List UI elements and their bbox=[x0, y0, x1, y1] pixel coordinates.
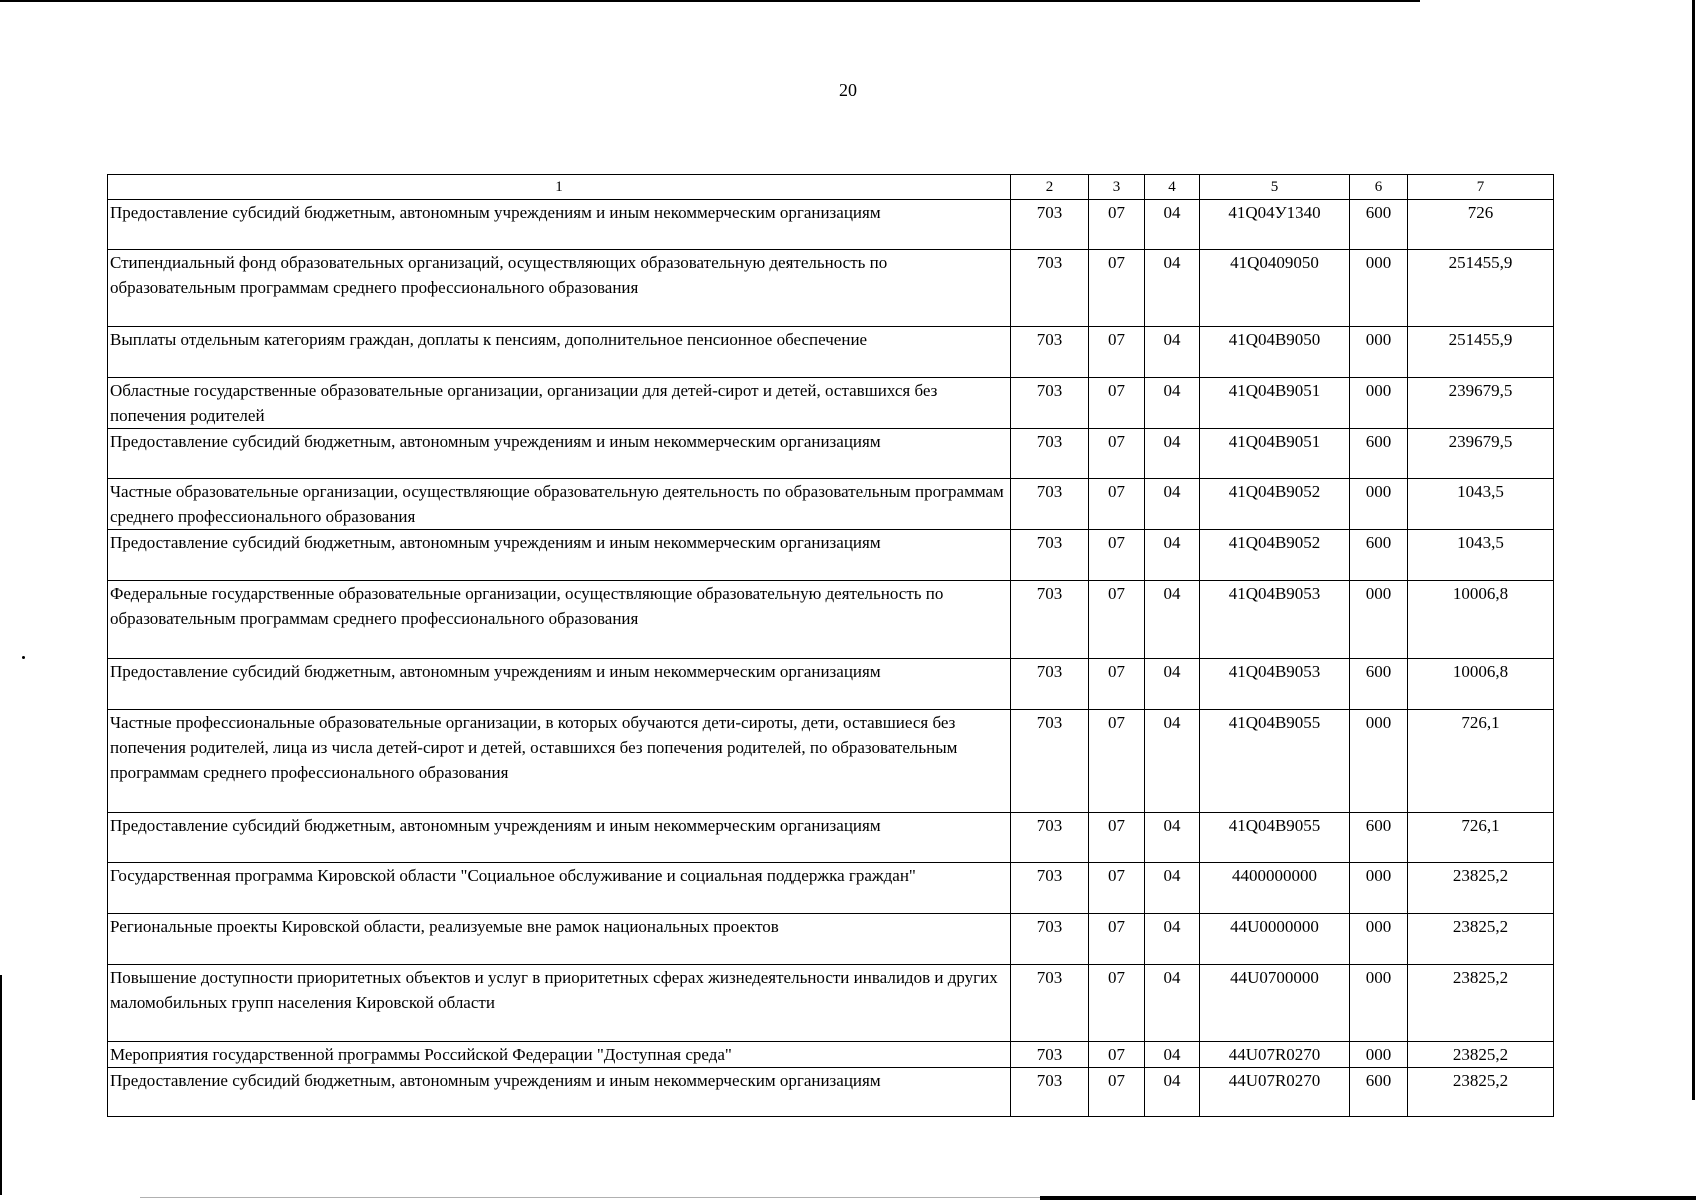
code-subsection: 04 bbox=[1145, 659, 1200, 710]
column-header: 1 bbox=[108, 175, 1011, 200]
code-ministry: 703 bbox=[1011, 914, 1089, 965]
amount: 726,1 bbox=[1408, 710, 1554, 813]
code-ministry: 703 bbox=[1011, 581, 1089, 659]
table-row bbox=[108, 710, 1554, 813]
code-ministry: 703 bbox=[1011, 710, 1089, 813]
scan-speck bbox=[22, 656, 25, 659]
code-target-article: 41Q04B9051 bbox=[1200, 429, 1350, 479]
amount: 239679,5 bbox=[1408, 429, 1554, 479]
code-ministry: 703 bbox=[1011, 813, 1089, 863]
code-ministry: 703 bbox=[1011, 479, 1089, 530]
code-subsection: 04 bbox=[1145, 200, 1200, 250]
amount: 10006,8 bbox=[1408, 659, 1554, 710]
amount: 23825,2 bbox=[1408, 965, 1554, 1042]
code-expense-type: 000 bbox=[1350, 378, 1408, 429]
code-target-article: 41Q0409050 bbox=[1200, 250, 1350, 327]
amount: 23825,2 bbox=[1408, 1068, 1554, 1117]
code-expense-type: 000 bbox=[1350, 479, 1408, 530]
code-ministry: 703 bbox=[1011, 863, 1089, 914]
code-section: 07 bbox=[1089, 1068, 1145, 1117]
item-name: Предоставление субсидий бюджетным, автономным учреждениям и иным некоммерческим организациям bbox=[108, 429, 1011, 479]
code-subsection: 04 bbox=[1145, 1042, 1200, 1068]
code-ministry: 703 bbox=[1011, 1068, 1089, 1117]
code-subsection: 04 bbox=[1145, 429, 1200, 479]
column-header: 5 bbox=[1200, 175, 1350, 200]
amount: 1043,5 bbox=[1408, 479, 1554, 530]
table-row bbox=[108, 813, 1554, 863]
code-section: 07 bbox=[1089, 429, 1145, 479]
amount: 726 bbox=[1408, 200, 1554, 250]
code-expense-type: 000 bbox=[1350, 914, 1408, 965]
code-section: 07 bbox=[1089, 200, 1145, 250]
code-subsection: 04 bbox=[1145, 479, 1200, 530]
code-section: 07 bbox=[1089, 710, 1145, 813]
code-expense-type: 600 bbox=[1350, 429, 1408, 479]
column-header: 6 bbox=[1350, 175, 1408, 200]
code-target-article: 41Q04B9050 bbox=[1200, 327, 1350, 378]
code-subsection: 04 bbox=[1145, 710, 1200, 813]
code-ministry: 703 bbox=[1011, 378, 1089, 429]
column-header: 2 bbox=[1011, 175, 1089, 200]
code-target-article: 4400000000 bbox=[1200, 863, 1350, 914]
item-name: Частные профессиональные образовательные организации, в которых обучаются дети-сироты, дети, оставшиеся без попечения родителей, лица из числа детей-сирот и детей, оставшихся без попечения родителей, по образовательным программам среднего профессионального образования bbox=[108, 710, 1011, 813]
code-subsection: 04 bbox=[1145, 530, 1200, 581]
code-subsection: 04 bbox=[1145, 914, 1200, 965]
table-row bbox=[108, 1068, 1554, 1117]
table-row bbox=[108, 479, 1554, 530]
item-name: Областные государственные образовательные организации, организации для детей-сирот и детей, оставшихся без попечения родителей bbox=[108, 378, 1011, 429]
code-subsection: 04 bbox=[1145, 1068, 1200, 1117]
budget-table bbox=[107, 174, 1554, 1117]
amount: 23825,2 bbox=[1408, 863, 1554, 914]
amount: 23825,2 bbox=[1408, 914, 1554, 965]
item-name: Выплаты отдельным категориям граждан, доплаты к пенсиям, дополнительное пенсионное обеспечение bbox=[108, 327, 1011, 378]
code-subsection: 04 bbox=[1145, 327, 1200, 378]
code-target-article: 41Q04B9052 bbox=[1200, 530, 1350, 581]
code-target-article: 44U07R0270 bbox=[1200, 1042, 1350, 1068]
item-name: Частные образовательные организации, осуществляющие образовательную деятельность по образовательным программам среднего профессионального образования bbox=[108, 479, 1011, 530]
code-expense-type: 000 bbox=[1350, 581, 1408, 659]
item-name: Мероприятия государственной программы Российской Федерации "Доступная среда" bbox=[108, 1042, 1011, 1068]
table-row bbox=[108, 530, 1554, 581]
code-section: 07 bbox=[1089, 863, 1145, 914]
code-section: 07 bbox=[1089, 378, 1145, 429]
amount: 726,1 bbox=[1408, 813, 1554, 863]
code-section: 07 bbox=[1089, 250, 1145, 327]
code-target-article: 41Q04B9052 bbox=[1200, 479, 1350, 530]
code-expense-type: 600 bbox=[1350, 659, 1408, 710]
table-row bbox=[108, 327, 1554, 378]
item-name: Повышение доступности приоритетных объектов и услуг в приоритетных сферах жизнедеятельности инвалидов и других маломобильных групп населения Кировской области bbox=[108, 965, 1011, 1042]
item-name: Региональные проекты Кировской области, реализуемые вне рамок национальных проектов bbox=[108, 914, 1011, 965]
code-ministry: 703 bbox=[1011, 429, 1089, 479]
item-name: Предоставление субсидий бюджетным, автономным учреждениям и иным некоммерческим организациям bbox=[108, 530, 1011, 581]
code-section: 07 bbox=[1089, 479, 1145, 530]
table-row bbox=[108, 200, 1554, 250]
column-header: 3 bbox=[1089, 175, 1145, 200]
code-expense-type: 000 bbox=[1350, 965, 1408, 1042]
code-section: 07 bbox=[1089, 530, 1145, 581]
table-row bbox=[108, 659, 1554, 710]
code-ministry: 703 bbox=[1011, 965, 1089, 1042]
page-number: 20 bbox=[839, 80, 857, 100]
code-subsection: 04 bbox=[1145, 250, 1200, 327]
code-ministry: 703 bbox=[1011, 659, 1089, 710]
code-expense-type: 600 bbox=[1350, 530, 1408, 581]
code-expense-type: 000 bbox=[1350, 327, 1408, 378]
scan-top-edge bbox=[0, 0, 1420, 2]
code-section: 07 bbox=[1089, 327, 1145, 378]
code-target-article: 44U0000000 bbox=[1200, 914, 1350, 965]
item-name: Предоставление субсидий бюджетным, автономным учреждениям и иным некоммерческим организациям bbox=[108, 813, 1011, 863]
code-ministry: 703 bbox=[1011, 1042, 1089, 1068]
table-row bbox=[108, 581, 1554, 659]
table-row bbox=[108, 1042, 1554, 1068]
item-name: Предоставление субсидий бюджетным, автономным учреждениям и иным некоммерческим организациям bbox=[108, 200, 1011, 250]
scan-bottom-edge-faint bbox=[140, 1197, 1040, 1198]
code-section: 07 bbox=[1089, 1042, 1145, 1068]
code-subsection: 04 bbox=[1145, 863, 1200, 914]
code-target-article: 41Q04У1340 bbox=[1200, 200, 1350, 250]
code-expense-type: 000 bbox=[1350, 710, 1408, 813]
code-expense-type: 000 bbox=[1350, 250, 1408, 327]
code-section: 07 bbox=[1089, 813, 1145, 863]
code-ministry: 703 bbox=[1011, 530, 1089, 581]
scan-right-edge bbox=[1692, 0, 1695, 1100]
table-row bbox=[108, 965, 1554, 1042]
item-name: Предоставление субсидий бюджетным, автономным учреждениям и иным некоммерческим организациям bbox=[108, 659, 1011, 710]
amount: 23825,2 bbox=[1408, 1042, 1554, 1068]
code-subsection: 04 bbox=[1145, 813, 1200, 863]
amount: 251455,9 bbox=[1408, 250, 1554, 327]
code-expense-type: 000 bbox=[1350, 1042, 1408, 1068]
code-section: 07 bbox=[1089, 581, 1145, 659]
code-target-article: 41Q04B9053 bbox=[1200, 581, 1350, 659]
item-name: Государственная программа Кировской области "Социальное обслуживание и социальная поддержка граждан" bbox=[108, 863, 1011, 914]
column-header: 4 bbox=[1145, 175, 1200, 200]
item-name: Стипендиальный фонд образовательных организаций, осуществляющих образовательную деятельность по образовательным программам среднего профессионального образования bbox=[108, 250, 1011, 327]
code-expense-type: 600 bbox=[1350, 200, 1408, 250]
code-ministry: 703 bbox=[1011, 200, 1089, 250]
code-section: 07 bbox=[1089, 965, 1145, 1042]
amount: 251455,9 bbox=[1408, 327, 1554, 378]
code-expense-type: 600 bbox=[1350, 813, 1408, 863]
code-subsection: 04 bbox=[1145, 965, 1200, 1042]
code-ministry: 703 bbox=[1011, 327, 1089, 378]
table-row bbox=[108, 429, 1554, 479]
code-target-article: 41Q04B9055 bbox=[1200, 813, 1350, 863]
code-expense-type: 600 bbox=[1350, 1068, 1408, 1117]
table-row bbox=[108, 914, 1554, 965]
amount: 239679,5 bbox=[1408, 378, 1554, 429]
amount: 1043,5 bbox=[1408, 530, 1554, 581]
code-target-article: 44U07R0270 bbox=[1200, 1068, 1350, 1117]
scan-left-edge bbox=[0, 975, 2, 1195]
code-subsection: 04 bbox=[1145, 378, 1200, 429]
code-target-article: 41Q04B9055 bbox=[1200, 710, 1350, 813]
table-row bbox=[108, 250, 1554, 327]
code-expense-type: 000 bbox=[1350, 863, 1408, 914]
column-header: 7 bbox=[1408, 175, 1554, 200]
code-ministry: 703 bbox=[1011, 250, 1089, 327]
code-target-article: 41Q04B9051 bbox=[1200, 378, 1350, 429]
code-target-article: 44U0700000 bbox=[1200, 965, 1350, 1042]
item-name: Федеральные государственные образовательные организации, осуществляющие образовательную деятельность по образовательным программам среднего профессионального образования bbox=[108, 581, 1011, 659]
code-section: 07 bbox=[1089, 914, 1145, 965]
code-subsection: 04 bbox=[1145, 581, 1200, 659]
code-target-article: 41Q04B9053 bbox=[1200, 659, 1350, 710]
code-section: 07 bbox=[1089, 659, 1145, 710]
table-row bbox=[108, 378, 1554, 429]
item-name: Предоставление субсидий бюджетным, автономным учреждениям и иным некоммерческим организациям bbox=[108, 1068, 1011, 1117]
scan-bottom-edge bbox=[1040, 1196, 1696, 1200]
table-row bbox=[108, 863, 1554, 914]
table-header-row bbox=[108, 175, 1554, 200]
amount: 10006,8 bbox=[1408, 581, 1554, 659]
